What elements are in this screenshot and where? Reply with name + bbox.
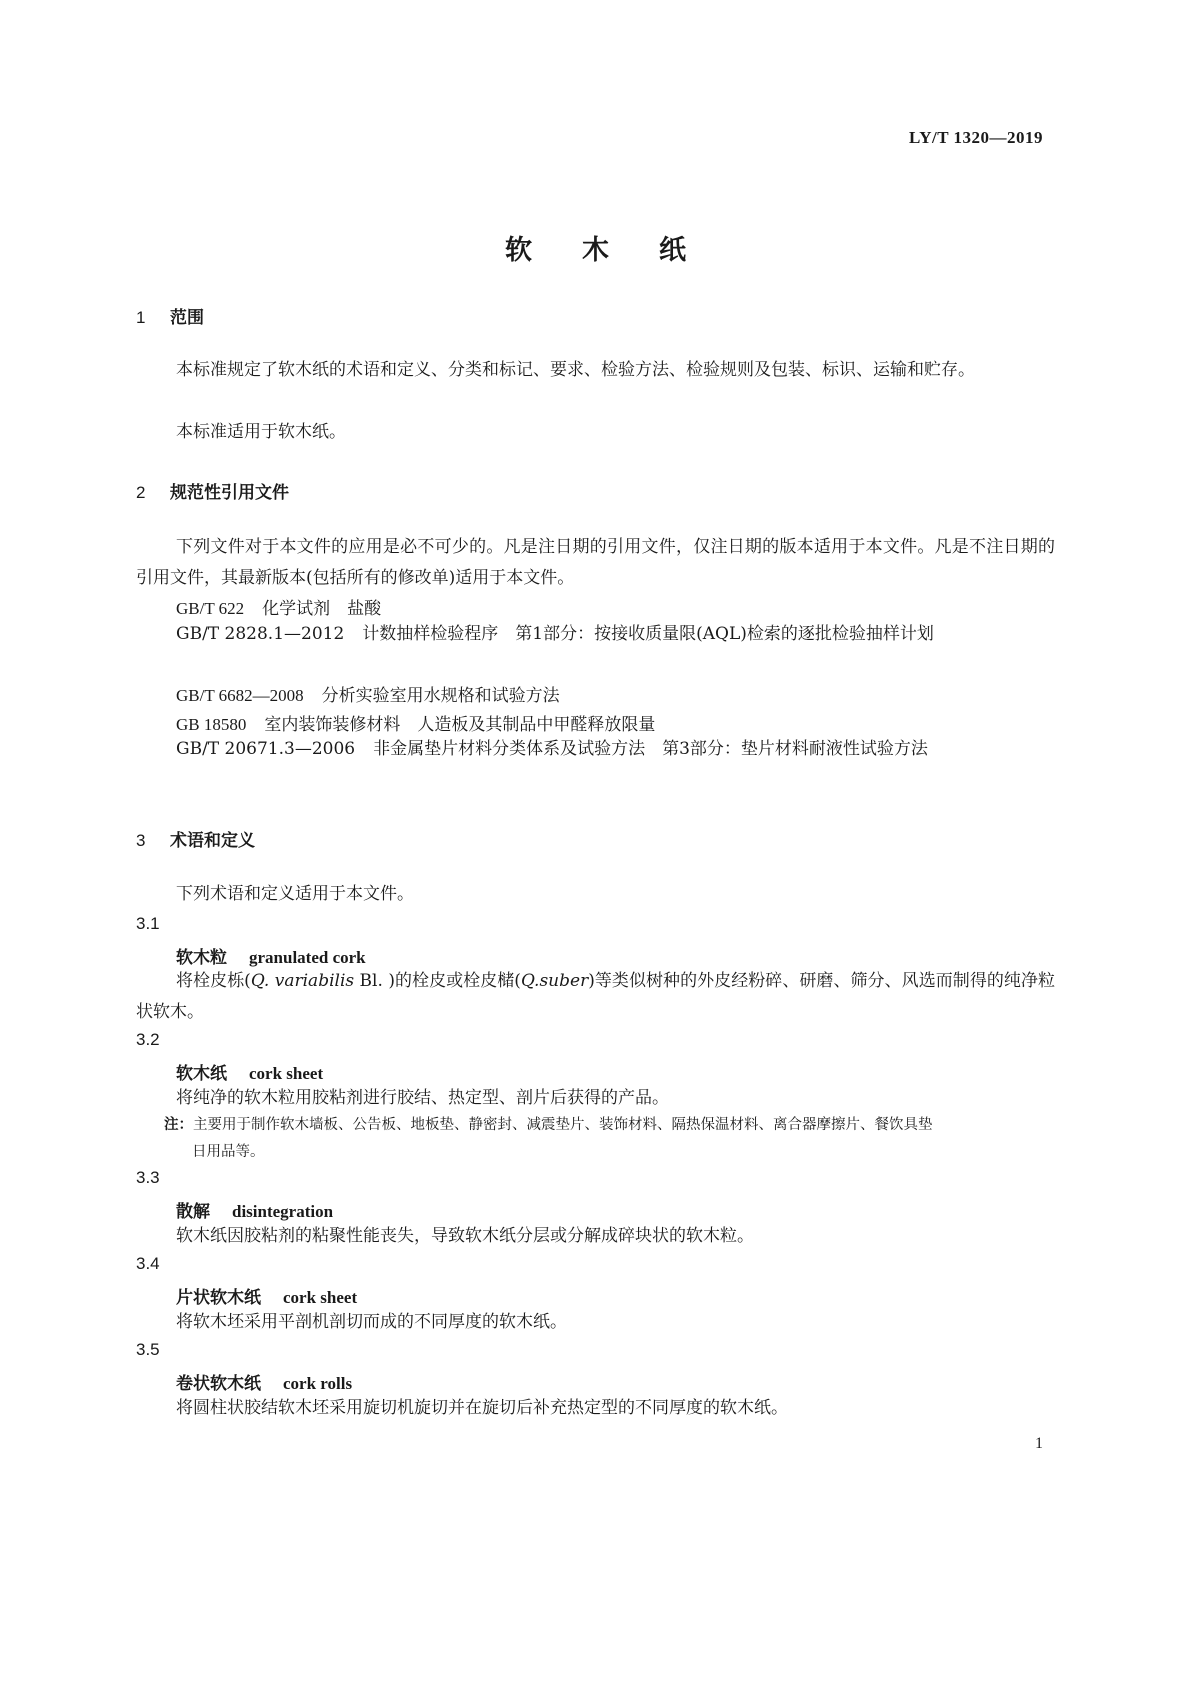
term-definition: 将圆柱状胶结软木坯采用旋切机旋切并在旋切后补充热定型的不同厚度的软木纸。 bbox=[176, 1398, 788, 1418]
reference-code: GB/T 20671.3—2006 bbox=[176, 739, 356, 759]
clause-number: 3.4 bbox=[136, 1254, 160, 1273]
term-en: cork sheet bbox=[249, 1064, 324, 1083]
normative-reference bbox=[136, 619, 1055, 650]
clause-number: 3.1 bbox=[136, 914, 160, 933]
term-en: cork sheet bbox=[283, 1288, 358, 1307]
paragraph: 本标准适用于软木纸。 bbox=[176, 422, 346, 442]
reference-title: 计数抽样检验程序 第1部分：按接收质量限(AQL)检索的逐批检验抽样计划 bbox=[362, 624, 934, 644]
term-heading bbox=[176, 1059, 323, 1084]
reference-code: GB 18580 bbox=[176, 715, 247, 734]
paragraph: 本标准规定了软木纸的术语和定义、分类和标记、要求、检验方法、检验规则及包装、标识、运输和贮存。 bbox=[176, 360, 975, 380]
section-title: 规范性引用文件 bbox=[170, 483, 289, 503]
term-zh: 片状软木纸 bbox=[176, 1288, 261, 1308]
term-definition: 将纯净的软木粒用胶粘剂进行胶结、热定型、剖片后获得的产品。 bbox=[176, 1088, 669, 1108]
normative-reference bbox=[176, 710, 655, 735]
note bbox=[164, 1111, 1055, 1166]
term-heading bbox=[176, 1283, 357, 1308]
note-label: 注： bbox=[164, 1116, 193, 1133]
section-number: 2 bbox=[136, 483, 146, 502]
section-number: 1 bbox=[136, 308, 146, 327]
definition-text: )等类似树种的外皮经粉碎、研磨、筛分、风选而制得的纯净粒状软木。 bbox=[136, 971, 1055, 1022]
section-title: 范围 bbox=[170, 308, 204, 328]
document-title: 软木纸 bbox=[505, 235, 736, 266]
section-3-heading bbox=[136, 826, 255, 851]
page-number: 1 bbox=[1035, 1435, 1043, 1452]
paragraph: 下列文件对于本文件的应用是必不可少的。凡是注日期的引用文件，仅注日期的版本适用于本文件。凡是不注日期的引用文件，其最新版本(包括所有的修改单)适用于本文件。 bbox=[136, 537, 1055, 588]
reference-title: 室内装饰装修材料 人造板及其制品中甲醛释放限量 bbox=[264, 715, 656, 735]
species-name: Q. variabilis bbox=[250, 971, 355, 991]
term-zh: 卷状软木纸 bbox=[176, 1374, 261, 1394]
term-en: granulated cork bbox=[249, 948, 366, 967]
standard-number: LY/T 1320—2019 bbox=[908, 128, 1043, 147]
section-2-heading bbox=[136, 478, 289, 503]
term-heading bbox=[176, 1369, 352, 1394]
definition-text: Bl. )的栓皮或栓皮槠( bbox=[354, 971, 521, 991]
section-number: 3 bbox=[136, 831, 146, 850]
reference-title: 化学试剂 盐酸 bbox=[262, 599, 382, 619]
note-text: 日用品等。 bbox=[192, 1144, 265, 1160]
term-heading bbox=[176, 943, 366, 968]
note-text: 主要用于制作软木墙板、公告板、地板垫、静密封、减震垫片、装饰材料、隔热保温材料、离合器摩擦片、餐饮具垫 bbox=[193, 1117, 933, 1133]
section-1-heading bbox=[136, 303, 204, 328]
term-heading bbox=[176, 1197, 333, 1222]
reference-code: GB/T 2828.1—2012 bbox=[176, 624, 345, 644]
term-en: disintegration bbox=[232, 1202, 334, 1221]
reference-title: 分析实验室用水规格和试验方法 bbox=[321, 686, 560, 706]
reference-title: 非金属垫片材料分类体系及试验方法 第3部分：垫片材料耐液性试验方法 bbox=[373, 739, 928, 759]
term-definition: 将软木坯采用平剖机剖切而成的不同厚度的软木纸。 bbox=[176, 1312, 567, 1332]
term-zh: 软木纸 bbox=[176, 1064, 227, 1084]
reference-code: GB/T 622 bbox=[176, 599, 245, 618]
definition-text: 将栓皮栎( bbox=[176, 971, 251, 991]
clause-number: 3.5 bbox=[136, 1340, 160, 1359]
normative-reference bbox=[136, 734, 1055, 765]
term-definition bbox=[136, 966, 1055, 1028]
section-title: 术语和定义 bbox=[170, 831, 255, 851]
species-name: Q.suber bbox=[520, 971, 589, 991]
normative-reference bbox=[176, 594, 381, 619]
reference-code: GB/T 6682—2008 bbox=[176, 686, 304, 705]
clause-number: 3.3 bbox=[136, 1168, 160, 1187]
paragraph: 下列术语和定义适用于本文件。 bbox=[176, 884, 414, 904]
term-zh: 软木粒 bbox=[176, 948, 227, 968]
normative-reference bbox=[176, 681, 560, 706]
term-definition: 软木纸因胶粘剂的粘聚性能丧失，导致软木纸分层或分解成碎块状的软木粒。 bbox=[176, 1226, 754, 1246]
clause-number: 3.2 bbox=[136, 1030, 160, 1049]
term-zh: 散解 bbox=[176, 1202, 210, 1222]
term-en: cork rolls bbox=[283, 1374, 353, 1393]
